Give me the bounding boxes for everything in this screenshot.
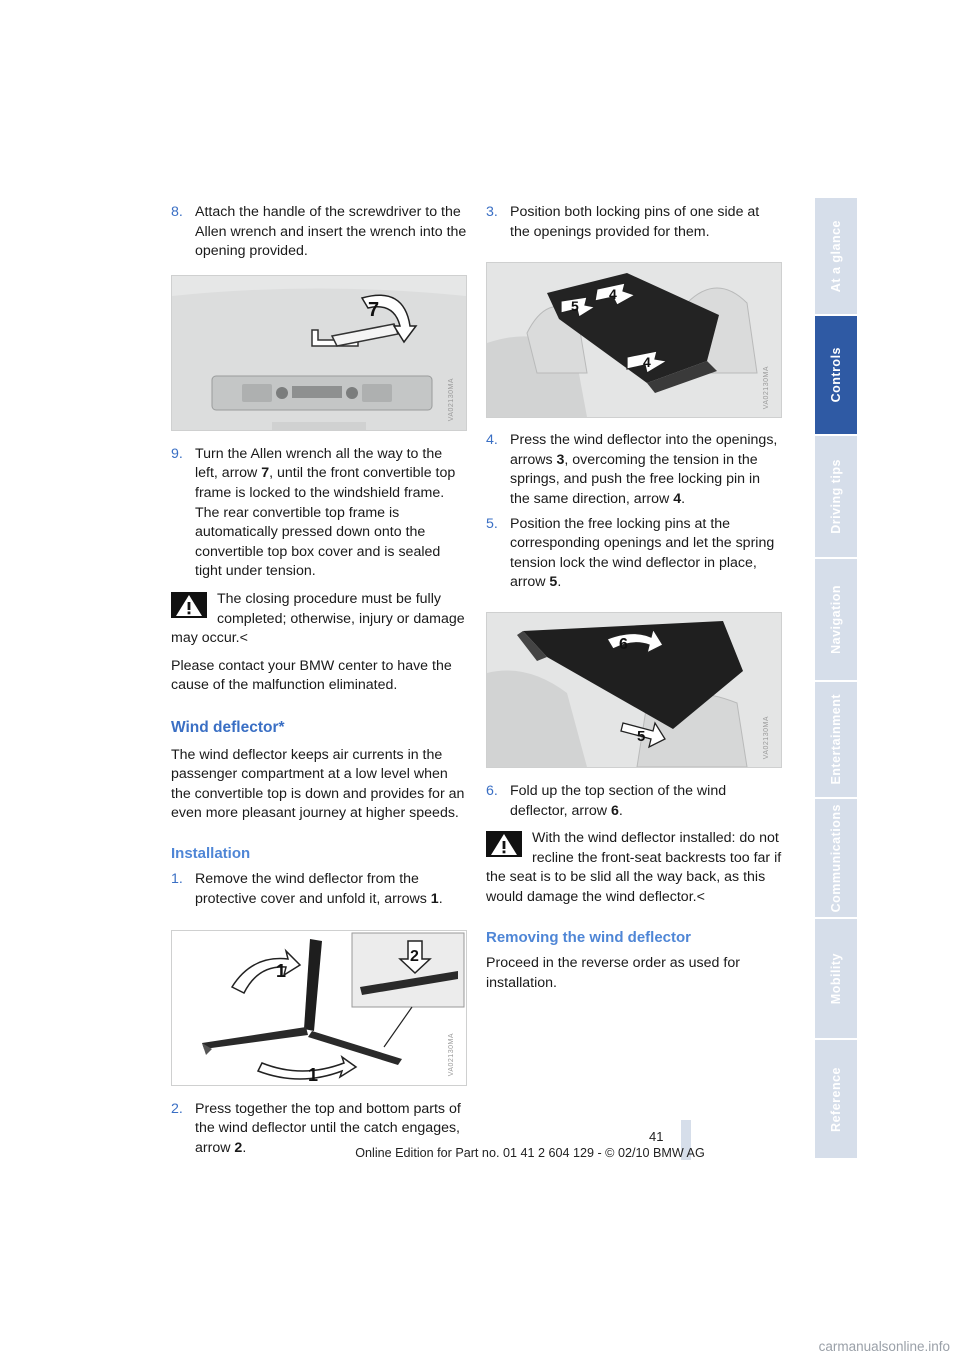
step-text-pre: Turn the Allen wrench all the way to the left, arrow [195,445,443,482]
warning-icon [486,831,522,857]
step-3 [486,203,782,242]
tab-at-a-glance[interactable] [815,198,857,316]
tab-label: Navigation [829,585,843,654]
arrow-label-a: 6 [619,635,628,653]
right-column [486,203,782,993]
step-1 [171,870,467,909]
figure-fold-up [486,612,782,768]
wind-deflector-heading: Wind deflector* [171,718,285,736]
step-text-post: . [618,802,623,819]
step-number: 3. [486,204,498,220]
installation-heading: Installation [171,844,251,862]
step-number: 9. [171,445,183,462]
arrow-ref: 2 [234,1139,243,1156]
tab-label: Mobility [829,952,843,1005]
step-text-pre: Remove the wind deflector from the protective cover and unfold it, arrows [195,871,431,908]
step-number: 1. [171,871,183,888]
arrow-label: 7 [368,298,380,321]
step-text-post: . [557,574,562,591]
tab-label: Driving tips [829,459,843,534]
arrow-label-a: 4 [609,286,617,303]
fold-up-illustration [487,613,781,767]
step-text-pre: Fold up the top section of the wind deflector, arrow [510,782,727,819]
footer-edition: Online Edition for Part no. 01 41 2 604 129 - © 02/10 BMW AG [355,1146,705,1160]
tab-communications[interactable] [815,799,857,919]
warning-icon [171,592,207,618]
step-text: Attach the handle of the screwdriver to the Allen wrench and insert the wrench into the opening provided. [195,204,467,260]
warning-end-mark: < [696,888,705,905]
warning-text: With the wind deflector installed: do not recline the front-seat backrests too far if the seat is to be slid all the way back, as this would damage the wind deflector. [486,830,782,905]
step-text-pre: Press the wind deflector into the openings, arrows [510,432,778,468]
chapter-sidebar [815,198,857,1160]
arrow-ref: 5 [549,574,558,591]
figure-locking-pins [486,262,782,418]
step-number: 2. [171,1100,183,1117]
step-number: 8. [171,204,183,220]
arrow-ref-2: 4 [673,490,682,507]
unfold-deflector-illustration [172,931,466,1085]
warning-end-mark: < [239,630,248,647]
tab-navigation[interactable] [815,559,857,682]
figure-allen-wrench [171,275,467,431]
removing-heading: Removing the wind deflector [486,928,692,946]
left-column [171,203,467,1158]
arrow-label-c: 4 [643,354,651,371]
contact-text: Please contact your BMW center to have the cause of the malfunction eliminated. [171,657,452,694]
wind-deflector-text: The wind deflector keeps air currents in the passenger compartment at a low level when the convertible top is down and provides for an even more pleasant journey at higher speeds. [171,746,465,822]
arrow-label-b: 5 [637,727,646,745]
step-number: 5. [486,515,498,532]
tab-mobility[interactable] [815,919,857,1040]
tab-label: At a glance [829,219,843,293]
tab-reference[interactable] [815,1040,857,1160]
figure-code: VA02130MA [763,715,771,759]
figure-code: VA02130MA [448,378,456,422]
arrow-ref: 1 [430,891,439,908]
arrow-ref: 7 [261,465,270,482]
page-number: 41 [649,1129,664,1144]
step-5 [486,515,782,593]
figure-code: VA02130MA [763,365,771,410]
arrow-label-b: 1 [308,1064,319,1085]
figure-code: VA02130MA [448,1033,456,1077]
figure-unfold-deflector [171,930,467,1086]
step-text-post: . [438,891,443,908]
arrow-ref: 3 [556,451,565,468]
step-text-post: . [681,490,686,507]
step-text: Position both locking pins of one side at the openings provided for them. [510,204,760,240]
step-4 [486,431,782,509]
step-text-pre: Position the free locking pins at the corresponding openings and let the spring tension lock the wind deflector in place, arrow [510,515,775,591]
step-9 [171,445,467,582]
warning-closing [171,590,467,649]
step-number: 6. [486,782,498,799]
step-6 [486,782,782,821]
locking-pins-illustration [487,263,781,417]
tab-driving-tips[interactable] [815,436,857,559]
arrow-label-b: 5 [571,298,579,315]
tab-controls[interactable] [815,316,857,436]
removing-text: Proceed in the reverse order as used for installation. [486,955,740,991]
watermark: carmanualsonline.info [818,1339,950,1354]
step-8 [171,203,467,262]
step-text-mid: , overcoming the tension in the springs, and push the free locking pin in the same direction, arrow [510,451,761,507]
arrow-ref: 6 [610,802,619,819]
tab-label: Communications [829,803,843,913]
tab-label: Reference [829,1066,843,1132]
warning-text: The closing procedure must be fully completed; otherwise, injury or damage may occur. [171,590,465,647]
step-number: 4. [486,432,498,449]
warning-backrest [486,829,782,907]
tab-label: Entertainment [829,694,843,785]
step-text-post: . [242,1139,247,1156]
allen-wrench-illustration [172,276,466,430]
tab-label: Controls [829,347,843,403]
step-text-post: , until the front convertible top frame is locked to the windshield frame. The rear convertible top frame is automatically pressed down onto the convertible top box cover and is sealed tight under tension. [195,465,456,580]
arrow-label-c: 2 [410,947,419,965]
step-text-pre: Press together the top and bottom parts of the wind deflector until the catch engages, arrow [195,1100,461,1156]
arrow-label-a: 1 [276,960,287,981]
tab-entertainment[interactable] [815,682,857,799]
